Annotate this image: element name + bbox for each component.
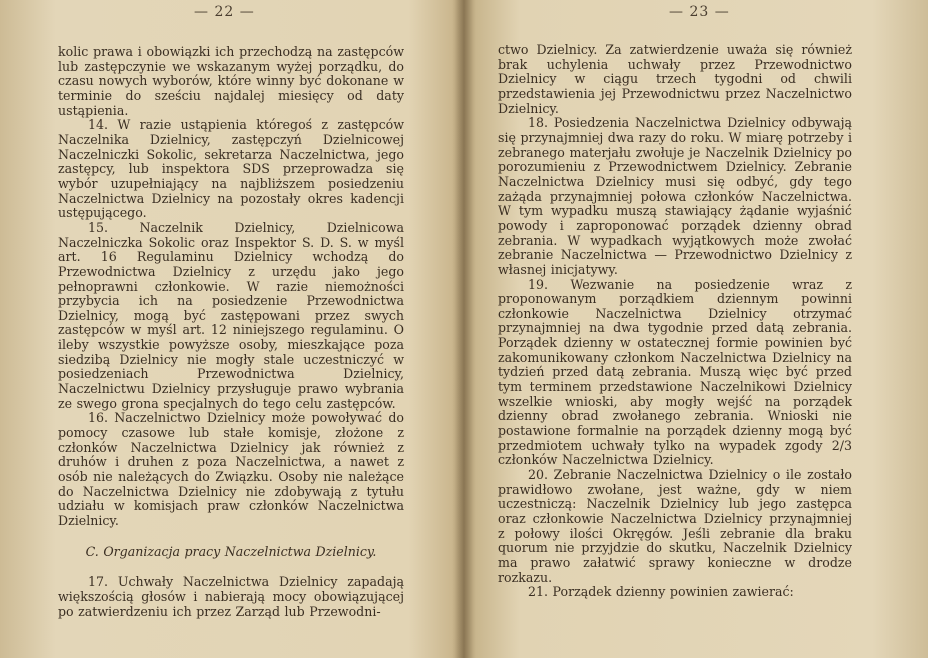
page-text xyxy=(58,45,404,619)
paragraph: 16. Naczelnictwo Dzielnicy może powoływać do pomocy czasowe lub stałe komisje, złożone z członków Naczelnictwa Dzielnicy jak również z druhów i druhen z poza Naczelnictwa, a nawet z osób nie należących do Związku. Osoby nie należące do Naczelnictwa Dzielnicy nie zdobywają z tytułu udziału w komisjach praw członków Naczelnictwa Dzielnicy. xyxy=(58,410,404,528)
right-page xyxy=(464,0,928,658)
paragraph: 17. Uchwały Naczelnictwa Dzielnicy zapadają większością głosów i nabierają mocy obowiązującej po zatwierdzeniu ich przez Zarząd lub Przewodni- xyxy=(58,574,404,619)
paragraph: 18. Posiedzenia Naczelnictwa Dzielnicy odbywają się przynajmniej dwa razy do roku. W miarę potrzeby i zebranego materjału zwołuje je Naczelnik Dzielnicy po porozumieniu z Przewodnictwem Dzielnicy. Zebranie Naczelnictwa Dzielnicy musi się odbyć, gdy tego zażąda przynajmniej połowa członków Naczelnictwa. W tym wypadku muszą stawiający żądanie wyjaśnić powody i zaproponować porządek dzienny obrad zebrania. W wypadkach wyjątkowych może zwołać zebranie Naczelnictwa — Przewodnictwo Dzielnicy z własnej inicjatywy. xyxy=(498,115,852,277)
paragraph: ctwo Dzielnicy. Za zatwierdzenie uważa się również brak uchylenia uchwały przez Przewodnictwo Dzielnicy w ciągu trzech tygodni od chwili przedstawienia jej Przewodnictwu przez Naczelnictwo Dzielnicy. xyxy=(498,42,852,116)
paragraph: kolic prawa i obowiązki ich przechodzą na zastępców lub zastępczynie we wskazanym wyżej porządku, do czasu nowych wyborów, które winny być dokonane w terminie do sześciu najdalej miesięcy od daty ustąpienia. xyxy=(58,44,404,118)
paragraph: 14. W razie ustąpienia któregoś z zastępców Naczelnika Dzielnicy, zastępczyń Dzielnicowej Naczelniczki Sokolic, sekretarza Naczelnictwa, jego zastępcy, lub inspektora SDS przeprowadza się wybór uzupełniający na najbliższem posiedzeniu Naczelnictwa Dzielnicy na pozostały okres kadencji ustępującego. xyxy=(58,117,404,221)
page-number: — 22 — xyxy=(194,4,255,20)
paragraph: 19. Wezwanie na posiedzenie wraz z proponowanym porządkiem dziennym powinni członkowie Naczelnictwa Dzielnicy otrzymać przynajmniej na dwa tygodnie przed datą zebrania. Porządek dzienny w ostatecznej formie powinien być zakomunikowany członkom Naczelnictwa Dzielnicy na tydzień przed datą zebrania. Muszą więc być przed tym terminem przedstawione Naczelnikowi Dzielnicy wszelkie wnioski, aby mogły wejść na porządek dzienny obrad zwołanego zebrania. Wnioski nie postawione formalnie na porządek dzienny mogą być przedmiotem uchwały tylko na wypadek zgody 2/3 członków Naczelnictwa Dzielnicy. xyxy=(498,276,852,468)
section-heading: C. Organizacja pracy Naczelnictwa Dzielnicy. xyxy=(85,543,377,559)
paragraph: 21. Porządek dzienny powinien zawierać: xyxy=(528,584,794,600)
paragraph: 20. Zebranie Naczelnictwa Dzielnicy o ile zostało prawidłowo zwołane, jest ważne, gdy w niem uczestniczą: Naczelnik Dzielnicy lub jego zastępca oraz członkowie Naczelnictwa Dzielnicy przynajmniej z połowy ilości Okręgów. Jeśli zebranie dla braku quorum nie przyjdzie do skutku, Naczelnik Dzielnicy ma prawo załatwić sprawy konieczne w drodze rozkazu. xyxy=(498,467,852,585)
paragraph: 15. Naczelnik Dzielnicy, Dzielnicowa Naczelniczka Sokolic oraz Inspektor S. D. S. w myśl art. 16 Regulaminu Dzielnicy wchodzą do Przewodnictwa Dzielnicy z urzędu jako jego pełnoprawni członkowie. W razie niemożności przybycia ich na posiedzenie Przewodnictwa Dzielnicy, mogą być zastępowani przez swych zastępców w myśl art. 12 niniejszego regulaminu. O ileby wszystkie powyższe osoby, mieszkające poza siedzibą Dzielnicy nie mogły stale uczestniczyć w posiedzeniach Przewodnictwa Dzielnicy, Naczelnictwu Dzielnicy przysługuje prawo wybrania ze swego grona specjalnych do tego celu zastępców. xyxy=(58,219,404,411)
page-text xyxy=(498,43,852,600)
page-number: — 23 — xyxy=(669,4,730,20)
